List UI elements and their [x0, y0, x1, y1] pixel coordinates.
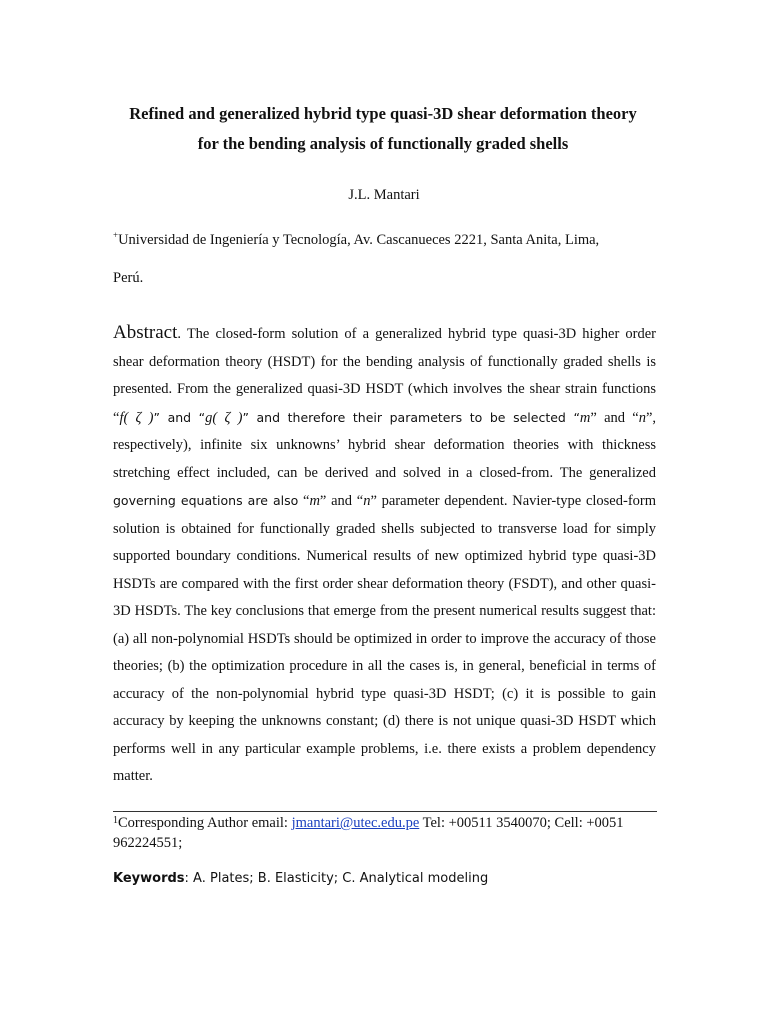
- param-m-2: m: [309, 493, 320, 509]
- footnote-marker: 1: [113, 815, 118, 826]
- abstract-text-mid1: ” and “: [153, 409, 206, 425]
- footnote-lead: Corresponding Author email:: [118, 815, 292, 831]
- email-link[interactable]: jmantari@utec.edu.pe: [291, 815, 420, 831]
- keywords: [113, 869, 658, 889]
- f-function: f( ζ ): [119, 409, 154, 426]
- abstract: [113, 319, 656, 791]
- abstract-text-mid2: ” and therefore their parameters to be selected “: [242, 409, 580, 425]
- paper-title: [100, 99, 666, 159]
- affiliation-line-2: Perú.: [113, 270, 144, 286]
- abstract-and-1: ” and “: [590, 409, 639, 426]
- abstract-text-1: . The closed-form solution of a generalized hybrid type quasi-3D higher order shear deformation theory (HSDT) for the bending analysis of functionally graded shells is presented. From the generalized quasi-3D HSDT (which involves the shear strain functions “: [113, 326, 656, 426]
- keywords-label: Keywords: [113, 871, 185, 886]
- param-n-1: n: [638, 409, 646, 426]
- param-n-2: n: [363, 493, 371, 509]
- param-m-1: m: [579, 409, 591, 426]
- g-function: g( ζ ): [205, 409, 243, 426]
- keywords-text: : A. Plates; B. Elasticity; C. Analytical modeling: [184, 871, 489, 886]
- affiliation-marker: +: [113, 230, 119, 240]
- abstract-quote-open: “: [298, 493, 310, 509]
- abstract-text-2: ”, respectively), infinite six unknowns’ hybrid shear deformation theories with thickness stretching effect included, can be derived and solved in a closed-from. The generalized: [113, 409, 657, 481]
- abstract-and-2: ” and “: [319, 493, 364, 509]
- abstract-governing: governing equations are also: [113, 493, 299, 508]
- abstract-text-3: ” parameter dependent. Navier-type closed-form solution is obtained for functionally graded shells subjected to transverse load for simply supported boundary conditions. Numerical results of new optimized hybrid type quasi-3D HSDTs are compared with the first order shear deformation theory (FSDT), and other quasi-3D HSDTs. The key conclusions that emerge from the present numerical results suggest that: (a) all non-polynomial HSDTs should be optimized in order to improve the accuracy of those theories; (b) the optimization procedure in all the cases is, in general, beneficial in terms of accuracy of the non-polynomial hybrid type quasi-3D HSDT; (c) it is possible to gain accuracy by keeping the unknowns constant; (d) there is not unique quasi-3D HSDT which performs well in any particular example problems, i.e. there exists a problem dependency matter.: [113, 493, 656, 784]
- author-name: J.L. Mantari: [348, 187, 420, 203]
- title-line-1: Refined and generalized hybrid type quasi-3D shear deformation theory: [129, 104, 637, 123]
- affiliation-line-1: Universidad de Ingeniería y Tecnología, Av. Cascanueces 2221, Santa Anita, Lima,: [118, 232, 600, 248]
- footnote-contact: Tel: +00511 3540070; Cell: +0051 962224551;: [113, 815, 624, 851]
- affiliation: [113, 221, 658, 297]
- title-line-2: for the bending analysis of functionally graded shells: [197, 134, 569, 153]
- footnote: [113, 813, 658, 853]
- footnote-divider: [113, 811, 657, 812]
- abstract-label: Abstract: [113, 322, 178, 343]
